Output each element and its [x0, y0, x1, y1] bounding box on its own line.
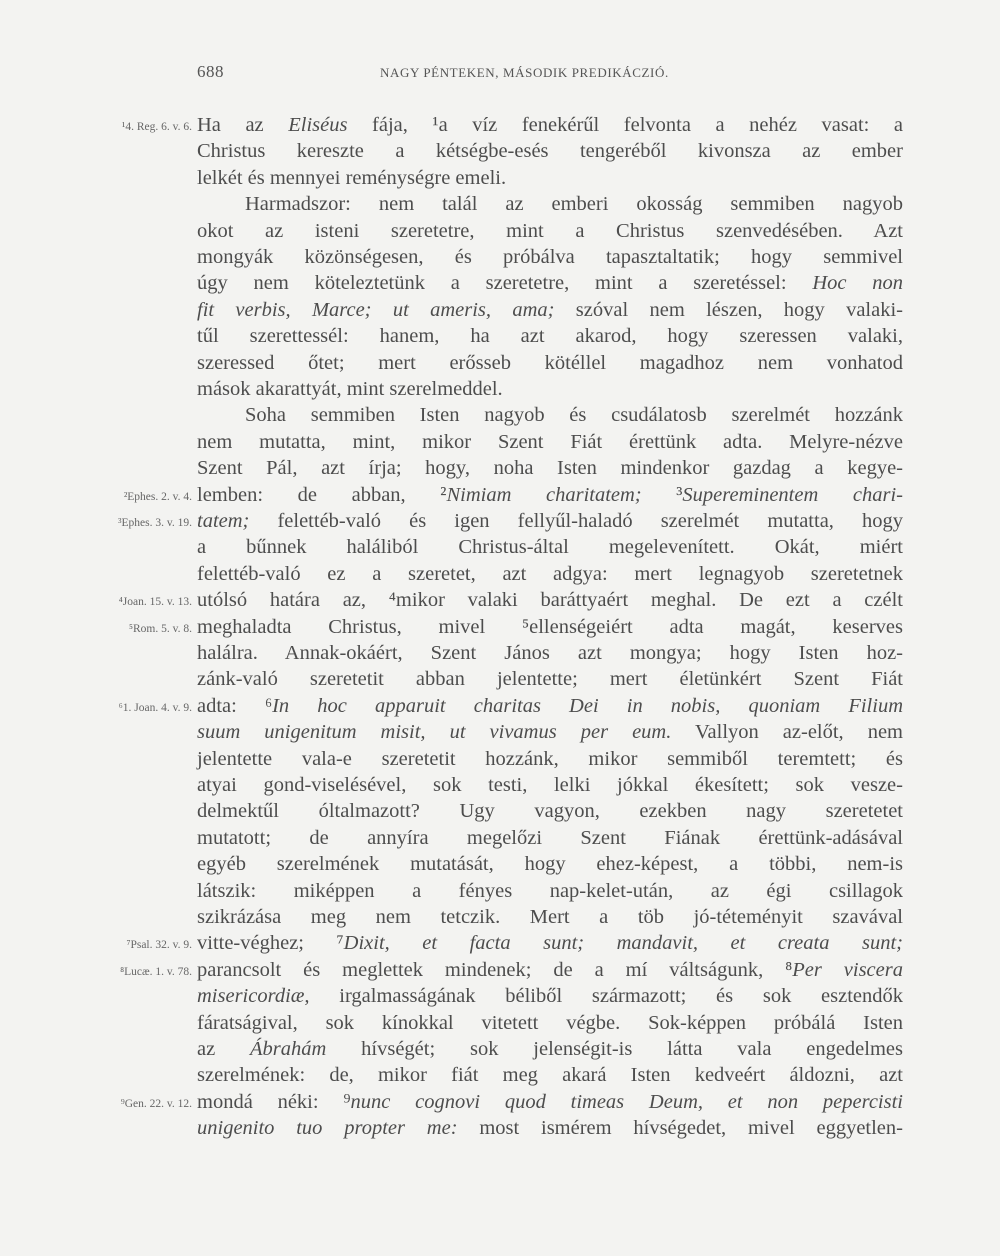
text-line: Harmadszor: nem talál az emberi okosság semmiben nagyob: [245, 193, 903, 216]
text-line: utólsó határa az, ⁴mikor valaki baráttyaért meghal. De ezt a czélt: [197, 589, 903, 612]
text-line: úgy nem köteleztetünk a szeretetre, mint a szeretéssel: Hoc non: [197, 272, 903, 295]
page-number: 688: [197, 62, 224, 81]
text-line: látszik: miképpen a fényes nap-kelet-után, az égi csillagok: [197, 879, 903, 902]
text-line: felettéb-való ez a szeretet, azt adgya: mert legnagyob szeretetnek: [197, 562, 903, 585]
text-line: a bűnnek haláliból Christus-által megelevenített. Okát, miért: [197, 536, 903, 559]
text-line: fit verbis, Marce; ut ameris, ama; szóval nem lészen, hogy valaki-: [197, 298, 903, 321]
text-line: mongyák közönségesen, és próbálva tapasztaltatik; hogy semmivel: [197, 246, 903, 268]
margin-reference: ⁹Gen. 22. v. 12.: [120, 1097, 192, 1110]
margin-reference: ⁴Joan. 15. v. 13.: [118, 596, 192, 609]
text-line: unigenito tuo propter me: most ismérem hívségedet, mivel eggyetlen-: [197, 1117, 903, 1140]
margin-reference: ⁷Psal. 32. v. 9.: [126, 939, 192, 952]
text-line: adta: ⁶In hoc apparuit charitas Dei in nobis, quoniam Filium: [197, 694, 903, 717]
margin-reference: ²Ephes. 2. v. 4.: [123, 490, 192, 503]
text-line: szeressed őtet; mert erősseb kötéllel magadhoz nem vonhatod: [197, 351, 903, 374]
text-line: mutatott; de annyíra megelőzi Szent Fiának érettünk-adásával: [197, 826, 903, 849]
text-line: szerelmének: de, mikor fiát meg akará Isten kedveért áldozni, azt: [197, 1064, 903, 1087]
text-line: okot az isteni szeretetre, mint a Christus szenvedésében. Azt: [197, 219, 903, 242]
margin-reference: ⁵Rom. 5. v. 8.: [128, 622, 192, 635]
text-line: fáratságival, sok kínokkal vitetett végbe. Sok-képpen próbálá Isten: [197, 1011, 903, 1034]
text-line: Szent Pál, azt írja; hogy, noha Isten mindenkor gazdag a kegye-: [197, 457, 903, 480]
text-line: egyéb szerelmének mutatását, hogy ehez-képest, a többi, nem-is: [197, 853, 903, 876]
text-line: vitte-véghez; ⁷Dixit, et facta sunt; mandavit, et creata sunt;: [197, 932, 903, 955]
text-line: delmektűl óltalmazott? Ugy vagyon, ezekben nagy szeretetet: [197, 800, 903, 823]
text-line: lemben: de abban, ²Nimiam charitatem; ³Supereminentem chari-: [197, 483, 903, 506]
text-line: zánk-való szeretetit abban jelentette; mert életünkért Szent Fiát: [197, 668, 903, 691]
text-line: parancsolt és meglettek mindenek; de a mí váltságunk, ⁸Per viscera: [197, 958, 903, 981]
text-line: meghaladta Christus, mivel ⁵ellenségeiért adta magát, keserves: [197, 615, 903, 638]
text-line: Soha semmiben Isten nagyob és csudálatosb szerelmét hozzánk: [245, 404, 903, 427]
text-line: Ha az Eliséus fája, ¹a víz fenekérűl felvonta a nehéz vasat: a: [197, 114, 903, 136]
text-line: suum unigenitum misit, ut vivamus per eum. Vallyon az-előt, nem: [197, 721, 903, 744]
text-line: misericordiæ, irgalmasságának béliből származott; és sok esztendők: [197, 985, 903, 1008]
margin-reference: ⁶1. Joan. 4. v. 9.: [118, 701, 192, 714]
text-line: az Ábrahám hívségét; sok jelenségit-is látta vala engedelmes: [197, 1038, 903, 1060]
text-line: tűl szerettessél: hanem, ha azt akarod, hogy szeressen valaki,: [197, 325, 903, 348]
text-line: tatem; felettéb-való és igen fellyűl-haladó szerelmét mutatta, hogy: [197, 510, 903, 532]
text-line: nem mutatta, mint, mikor Szent Fiát érettünk adta. Melyre-nézve: [197, 430, 903, 453]
text-line: atyai gond-viselésével, sok testi, lelki jókkal ékesített; sok vesze-: [197, 774, 903, 796]
text-line: mondá néki: ⁹nunc cognovi quod timeas Deum, et non pepercisti: [197, 1090, 903, 1113]
running-title: NAGY PÉNTEKEN, MÁSODIK PREDIKÁCZIÓ.: [380, 65, 669, 80]
margin-reference: ¹4. Reg. 6. v. 6.: [121, 121, 192, 133]
margin-reference: ³Ephes. 3. v. 19.: [118, 517, 192, 529]
text-line: Christus kereszte a kétségbe-esés tengeréből kivonsza az ember: [197, 140, 903, 163]
text-line: halálra. Annak-okáért, Szent János azt mongya; hogy Isten hoz-: [197, 642, 903, 664]
margin-reference: ⁸Lucæ. 1. v. 78.: [120, 965, 192, 978]
text-line: lelkét és mennyei reménységre emeli.: [197, 166, 507, 189]
text-line: mások akarattyát, mint szerelmeddel.: [197, 378, 503, 400]
text-line: jelentette vala-e szeretetit hozzánk, mikor semmiből teremtett; és: [197, 747, 903, 770]
text-line: szikrázása meg nem tetczik. Mert a töb jó-téteményit szavával: [197, 906, 903, 928]
